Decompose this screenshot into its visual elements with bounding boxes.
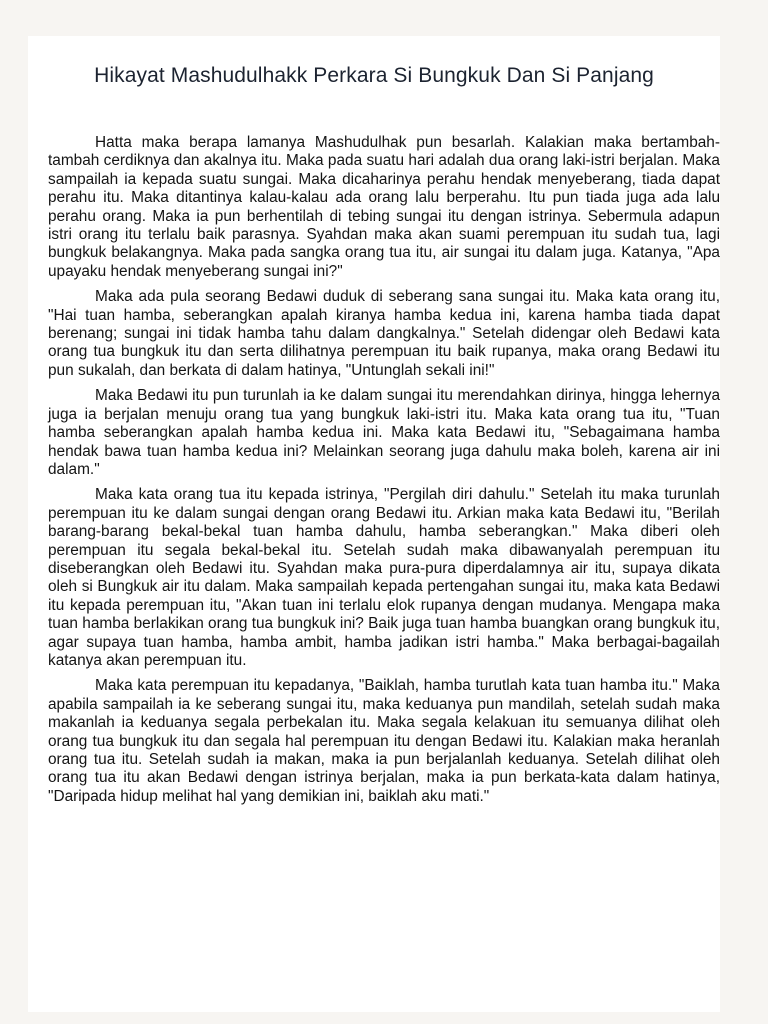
paragraph-5: Maka kata perempuan itu kepadanya, "Baiklah, hamba turutlah kata tuan hamba itu." Maka apabila sampailah ia ke seberang sungai itu, maka keduanya pun mandilah, setelah sudah maka makanlah ia keduanya segala perbekalan itu. Maka segala kelakuan itu semuanya dilihat oleh orang tua bungkuk itu dan segala hal perempuan itu dengan Bedawi itu. Kalakian maka heranlah orang tua itu. Setelah sudah ia makan, maka ia pun berjalanlah keduanya. Setelah dilihat oleh orang tua itu akan Bedawi dengan istrinya berjalan, maka ia pun berkata-kata dalam hatinya, "Daripada hidup melihat hal yang demikian ini, baiklah aku mati." [48,677,720,805]
paragraph-2: Maka ada pula seorang Bedawi duduk di seberang sana sungai itu. Maka kata orang itu, "Hai tuan hamba, seberangkan apalah kiranya hamba kedua ini, karena hamba tiada dapat berenang; sungai ini tidak hamba tahu dalam dangkalnya." Setelah didengar oleh Bedawi kata orang tua bungkuk itu dan serta dilihatnya perempuan itu baik rupanya, maka orang Bedawi itu pun sukalah, dan berkata di dalam hatinya, "Untunglah sekali ini!" [48,288,720,379]
document-body [48,134,720,813]
paragraph-4: Maka kata orang tua itu kepada istrinya, "Pergilah diri dahulu." Setelah itu maka turunlah perempuan itu ke dalam sungai dengan orang Bedawi itu. Arkian maka kata Bedawi itu, "Berilah barang-barang bekal-bekal tuan hamba dahulu, hamba seberangkan." Maka diberi oleh perempuan itu segala bekal-bekal itu. Setelah sudah maka dibawanyalah perempuan itu diseberangkan oleh Bedawi itu. Syahdan maka pura-pura diperdalamnya air itu, supaya dikata oleh si Bungkuk air itu dalam. Maka sampailah kepada pertengahan sungai itu, maka kata Bedawi itu kepada perempuan itu, "Akan tuan ini terlalu elok rupanya dengan mudanya. Mengapa maka tuan hamba berlakikan orang tua bungkuk ini? Baik juga tuan hamba buangkan orang bungkuk itu, agar supaya tuan hamba, hamba ambit, hamba jadikan istri hamba." Maka berbagai-bagailah katanya akan perempuan itu. [48,486,720,669]
paragraph-1: Hatta maka berapa lamanya Mashudulhak pun besarlah. Kalakian maka bertambah-tambah cerdiknya dan akalnya itu. Maka pada suatu hari adalah dua orang laki-istri berjalan. Maka sampailah ia kepada suatu sungai. Maka dicaharinya perahu hendak menyeberang, tiada dapat perahu itu. Maka ditantinya kalau-kalau ada orang lalu berperahu. Itu pun tiada juga ada lalu perahu orang. Maka ia pun berhentilah di tebing sungai itu dengan istrinya. Sebermula adapun istri orang itu terlalu baik parasnya. Syahdan maka akan suami perempuan itu sudah tua, lagi bungkuk belakangnya. Maka pada sangka orang tua itu, air sungai itu dalam juga. Katanya, "Apa upayaku hendak menyeberang sungai ini?" [48,134,720,280]
document-page [28,36,720,1012]
document-title: Hikayat Mashudulhakk Perkara Si Bungkuk Dan Si Panjang [94,64,654,87]
paragraph-3: Maka Bedawi itu pun turunlah ia ke dalam sungai itu merendahkan dirinya, hingga lehernya juga ia berjalan menuju orang tua yang bungkuk laki-istri itu. Maka kata orang tua itu, "Tuan hamba seberangkan apalah hamba kedua ini. Maka kata Bedawi itu, "Sebagaimana hamba hendak bawa tuan hamba kedua ini? Melainkan seorang juga dahulu maka boleh, karena air ini dalam." [48,387,720,478]
